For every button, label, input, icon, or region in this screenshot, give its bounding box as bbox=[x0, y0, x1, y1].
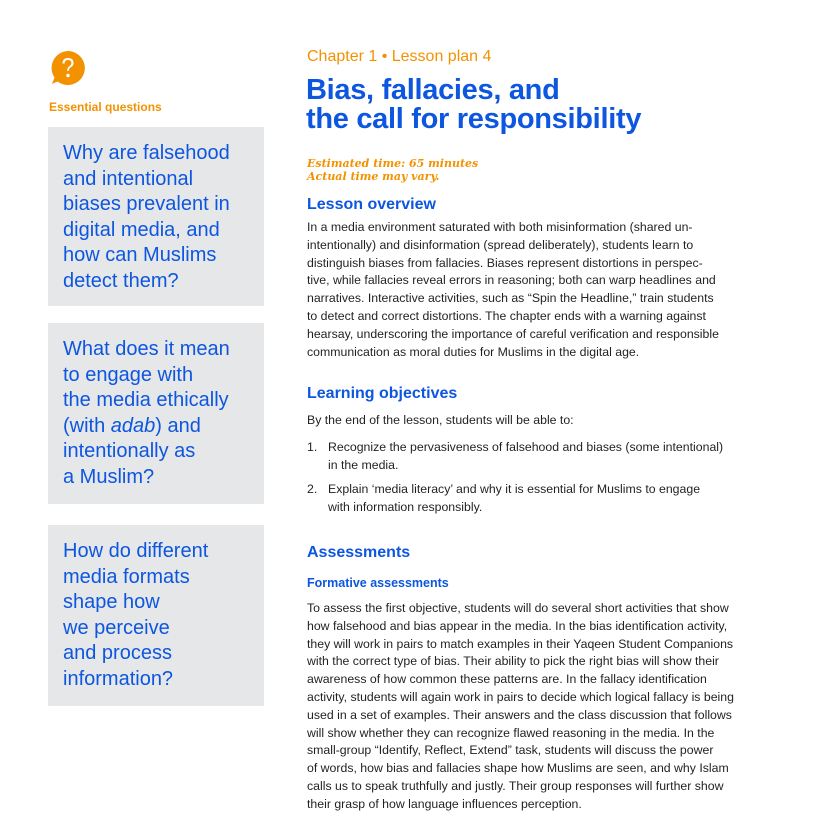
chapter-label: Chapter 1 • Lesson plan 4 bbox=[307, 48, 492, 65]
paragraph-line: To assess the first objective, students will do several short activities that show bbox=[307, 601, 729, 615]
paragraph-line: awareness of how common these patterns are. In the fallacy identification bbox=[307, 672, 707, 687]
question-line: detect them? bbox=[63, 269, 179, 292]
question-line bbox=[63, 414, 252, 440]
paragraph-line: hearsay, underscoring the importance of careful verification and responsible bbox=[307, 326, 719, 341]
paragraph-line: how falsehood and bias appear in the media. In the bias identification activity, bbox=[307, 618, 728, 633]
assessments-heading: Assessments bbox=[307, 544, 411, 561]
objectives-intro: By the end of the lesson, students will be able to: bbox=[307, 413, 574, 427]
question-line: the media ethically bbox=[63, 389, 229, 411]
paragraph-line: communication as moral duties for Muslims in the digital age. bbox=[307, 344, 640, 359]
assessments-text bbox=[307, 600, 785, 814]
objective-number: 2. bbox=[307, 482, 318, 496]
question-line: digital media, and bbox=[63, 218, 220, 241]
paragraph-line: will show whether they can recognize flawed reasoning in the media. In the bbox=[307, 725, 715, 740]
objective-line: Explain ‘media literacy’ and why it is essential for Muslims to engage bbox=[328, 482, 701, 496]
question-mark-speech-bubble-icon bbox=[50, 50, 86, 86]
paragraph-line: with the correct type of bias. Their ability to pick the right bias will show their bbox=[307, 654, 719, 669]
paragraph-line: activity, students will again work in pairs to decide which logical fallacy is being bbox=[307, 689, 734, 704]
paragraph-line: their grasp of how language influences perception. bbox=[307, 796, 582, 811]
paragraph-line: tive, while fallacies reveal errors in reasoning; both can warp headlines and bbox=[307, 273, 716, 288]
question-fragment: ) and bbox=[155, 414, 201, 437]
lesson-overview-heading: Lesson overview bbox=[307, 196, 436, 213]
time-line: Estimated time: 65 minutes bbox=[307, 157, 479, 170]
page-title bbox=[306, 76, 641, 134]
paragraph-line: intentionally) and disinformation (spread deliberately), students learn to bbox=[307, 237, 694, 252]
objective-number: 1. bbox=[307, 440, 318, 454]
objective-text bbox=[328, 481, 700, 517]
paragraph-line: of words, how bias and fallacies shape how Muslims are seen, and why Islam bbox=[307, 761, 729, 776]
question-line: shape how bbox=[63, 591, 160, 613]
question-line: media formats bbox=[63, 565, 190, 588]
estimated-time bbox=[307, 157, 478, 183]
question-line: to engage with bbox=[63, 363, 194, 386]
paragraph-line: to detect and correct distortions. The chapter ends with a warning against bbox=[307, 308, 706, 323]
objective-line: with information responsibly. bbox=[328, 499, 483, 514]
question-line: Why are falsehood bbox=[63, 142, 230, 164]
question-line: How do different bbox=[63, 540, 209, 562]
paragraph-line: distinguish biases from fallacies. Biases represent distortions in perspec- bbox=[307, 255, 703, 270]
essential-question-box-3 bbox=[48, 525, 264, 706]
paragraph-line: used in a set of examples. Their answers and the class discussion that follows bbox=[307, 707, 732, 722]
objective-text bbox=[328, 439, 723, 475]
lesson-overview-text bbox=[307, 219, 785, 361]
paragraph-line: they will work in pairs to match examples in their Yaqeen Student Companions bbox=[307, 636, 734, 651]
paragraph-line: calls us to speak truthfully and justly. Their group responses will further show bbox=[307, 778, 724, 793]
essential-questions-label: Essential questions bbox=[49, 100, 162, 114]
paragraph-line: In a media environment saturated with both misinformation (shared un- bbox=[307, 220, 693, 234]
question-line: a Muslim? bbox=[63, 465, 155, 488]
objective-line: Recognize the pervasiveness of falsehood and biases (some intentional) bbox=[328, 440, 724, 454]
objective-line: in the media. bbox=[328, 457, 399, 472]
question-line: how can Muslims bbox=[63, 244, 217, 266]
adab-term: adab bbox=[110, 414, 156, 437]
paragraph-line: small-group “Identify, Reflect, Extend” task, students will discuss the power bbox=[307, 743, 714, 758]
title-line: the call for responsibility bbox=[306, 103, 642, 135]
time-line: Actual time may vary. bbox=[307, 170, 440, 183]
question-line: intentionally as bbox=[63, 440, 196, 462]
question-line: and intentional bbox=[63, 167, 194, 190]
question-line: we perceive bbox=[63, 616, 170, 639]
essential-question-box-1 bbox=[48, 127, 264, 306]
question-fragment: (with bbox=[63, 414, 111, 437]
title-line: Bias, fallacies, and bbox=[306, 74, 560, 106]
question-line: and process bbox=[63, 642, 172, 664]
essential-question-box-2 bbox=[48, 323, 264, 504]
question-line: information? bbox=[63, 667, 174, 690]
question-line: What does it mean bbox=[63, 338, 230, 360]
paragraph-line: narratives. Interactive activities, such as “Spin the Headline,” train students bbox=[307, 291, 714, 306]
question-line: biases prevalent in bbox=[63, 193, 230, 215]
learning-objectives-heading: Learning objectives bbox=[307, 385, 458, 402]
formative-assessments-heading: Formative assessments bbox=[307, 576, 449, 590]
